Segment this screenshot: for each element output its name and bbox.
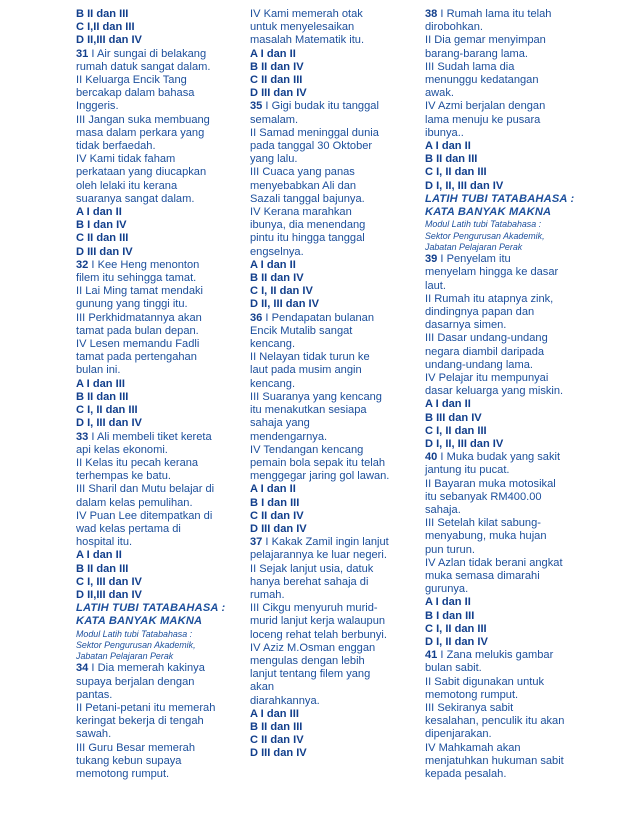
source-note: Sektor Pengurusan Akademik,: [425, 230, 545, 241]
answer-option: C I,II dan III: [76, 21, 135, 34]
answer-option: A I dan II: [425, 140, 471, 153]
text-line: menyabung, muka hujan: [425, 530, 547, 543]
text-line: kencang.: [250, 338, 296, 351]
answer-option: D II,III dan IV: [76, 34, 142, 47]
answer-option: A I dan II: [250, 258, 296, 271]
answer-option: B I dan IV: [76, 219, 127, 232]
answer-option: D I, II, III dan IV: [425, 437, 504, 450]
question-text: I Kee Heng menonton: [88, 258, 200, 271]
text-line: filem itu sehingga tamat.: [76, 272, 197, 285]
text-line: keringat bekerja di tengah: [76, 715, 204, 728]
answer-option: D I, II dan IV: [425, 636, 488, 649]
text-line: III Setelah kilat sabung-: [425, 517, 541, 530]
text-line: Sazali tanggal bajunya.: [250, 192, 365, 205]
text-line: lama menuju ke pusara: [425, 113, 541, 126]
text-line: IV Kami memerah otak: [250, 8, 363, 20]
text-line: tukang kebun supaya: [76, 754, 182, 767]
answer-option: C I, II dan III: [425, 424, 487, 437]
answer-option: D III dan IV: [76, 245, 133, 258]
source-note: Jabatan Pelajaran Perak: [425, 241, 523, 252]
question-line: [425, 649, 571, 662]
text-line: IV Pelajar itu mempunyai: [425, 371, 549, 384]
text-line: Encik Mutalib sangat: [250, 324, 353, 337]
answer-option: D II, III dan IV: [250, 298, 320, 311]
text-line: barang-barang lama.: [425, 47, 528, 60]
text-line: dalam kelas pemulihan.: [76, 496, 193, 509]
question-line: [250, 536, 402, 549]
answer-option: C I, II dan III: [425, 166, 487, 179]
answer-option: D III dan IV: [250, 522, 307, 535]
text-line: pada tanggal 30 Oktober: [250, 140, 373, 153]
text-line: tamat pada pertengahan: [76, 351, 197, 364]
question-line: [76, 431, 230, 444]
text-line: II Rumah itu atapnya zink,: [425, 292, 554, 305]
question-text: I Muka budak yang sakit: [437, 451, 561, 464]
text-line: engselnya.: [250, 245, 304, 258]
text-line: sawah.: [76, 728, 112, 741]
section-heading: KATA BANYAK MAKNA: [76, 615, 203, 628]
text-line: dasar keluarga yang miskin.: [425, 385, 564, 398]
text-line: bulan sabit.: [425, 662, 482, 675]
text-line: supaya berjalan dengan: [76, 675, 195, 688]
question-number: 39: [425, 253, 438, 266]
section-heading: LATIH TUBI TATABAHASA :: [425, 192, 575, 205]
text-line: sahaja yang: [250, 417, 310, 430]
text-line: III Cikgu menyuruh murid-: [250, 602, 378, 615]
answer-option: B II dan III: [76, 562, 129, 575]
text-line: itu menakutkan sesiapa: [250, 404, 367, 417]
text-line: laut pada musim angin: [250, 364, 362, 377]
text-line: hanya berehat sahaja di: [250, 575, 369, 588]
text-line: rumah.: [250, 588, 285, 601]
answer-option: A I dan II: [76, 206, 122, 219]
question-number: 31: [76, 47, 89, 60]
answer-option: B II dan III: [76, 390, 129, 403]
text-line: dipenjarakan.: [425, 728, 492, 741]
text-column-2: [250, 8, 402, 761]
text-line: negara diambil daripada: [425, 345, 545, 358]
text-line: pun turun.: [425, 543, 475, 556]
text-line: IV Aziz M.Osman enggan: [250, 641, 376, 654]
question-number: 33: [76, 430, 89, 443]
text-column-1: [76, 8, 230, 781]
text-line: perkataan yang diucapkan: [76, 166, 207, 179]
answer-option: A I dan III: [76, 377, 125, 390]
question-number: 36: [250, 311, 263, 324]
text-line: pantas.: [76, 688, 113, 701]
question-number: 37: [250, 536, 263, 549]
question-text: I Ali membeli tiket kereta: [88, 430, 212, 443]
text-line: menjatuhkan hukuman sabit: [425, 754, 564, 767]
text-line: IV Kami tidak faham: [76, 153, 176, 166]
text-line: III Sharil dan Mutu belajar di: [76, 483, 215, 496]
question-number: 41: [425, 649, 438, 662]
text-line: II Bayaran muka motosikal: [425, 477, 556, 490]
answer-option: B II dan III: [425, 153, 478, 166]
text-line: memotong rumput.: [425, 688, 519, 701]
answer-option: D I, III dan IV: [76, 417, 142, 430]
text-line: II Keluarga Encik Tang: [76, 74, 187, 87]
answer-option: C II dan IV: [250, 509, 304, 522]
question-number: 38: [425, 8, 438, 20]
text-line: III Dasar undang-undang: [425, 332, 548, 345]
answer-option: D III dan IV: [250, 747, 307, 760]
text-line: pemain bola sepak itu telah: [250, 456, 386, 469]
text-line: mengulas dengan lebih: [250, 654, 365, 667]
question-text: I Rumah lama itu telah: [437, 8, 552, 20]
answer-option: C I, III dan IV: [76, 575, 142, 588]
text-line: itu sebanyak RM400.00: [425, 490, 542, 503]
answer-option: D I, II, III dan IV: [425, 179, 504, 192]
question-text: I Zana melukis gambar: [437, 649, 554, 662]
answer-option: B II dan IV: [250, 272, 304, 285]
answer-option: A I dan II: [76, 549, 122, 562]
text-line: III Suaranya yang kencang: [250, 390, 382, 403]
question-text: I Pendapatan bulanan: [262, 311, 374, 324]
question-line: [76, 662, 230, 675]
text-line: kencang.: [250, 377, 296, 390]
answer-option: A I dan II: [425, 596, 471, 609]
answer-option: B II dan III: [76, 8, 129, 20]
source-note: Sektor Pengurusan Akademik,: [76, 639, 196, 650]
text-line: terhempas ke batu.: [76, 470, 171, 483]
answer-option: C I, II dan III: [76, 404, 138, 417]
text-line: menunggu kedatangan: [425, 74, 539, 87]
text-line: IV Mahkamah akan: [425, 741, 521, 754]
text-line: tidak berfaedah.: [76, 140, 156, 153]
text-line: laut.: [425, 279, 446, 292]
answer-option: C I, II dan IV: [250, 285, 313, 298]
question-line: [425, 253, 571, 266]
question-text: I Kakak Zamil ingin lanjut: [262, 536, 389, 549]
answer-option: B I dan III: [250, 496, 300, 509]
text-line: II Lai Ming tamat mendaki: [76, 285, 204, 298]
text-line: undang-undang lama.: [425, 358, 533, 371]
text-line: bercakap dalam bahasa: [76, 87, 195, 100]
text-line: II Sabit digunakan untuk: [425, 675, 545, 688]
text-line: menggegar jaring gol lawan.: [250, 470, 390, 483]
question-text: I Dia memerah kakinya: [88, 662, 205, 675]
text-line: dindingnya papan dan: [425, 305, 535, 318]
question-number: 40: [425, 451, 438, 464]
text-line: IV Kerana marahkan: [250, 206, 352, 219]
text-line: yang lalu.: [250, 153, 298, 166]
text-line: III Cuaca yang panas: [250, 166, 355, 179]
text-line: kesalahan, penculik itu akan: [425, 715, 565, 728]
text-line: api kelas ekonomi.: [76, 443, 168, 456]
text-line: II Kelas itu pecah kerana: [76, 456, 199, 469]
text-line: ibunya, dia menendang: [250, 219, 366, 232]
text-line: IV Azmi berjalan dengan: [425, 100, 546, 113]
question-text: I Air sungai di belakang: [88, 47, 207, 60]
section-heading: KATA BANYAK MAKNA: [425, 206, 552, 219]
text-line: IV Azlan tidak berani angkat: [425, 556, 563, 569]
text-line: untuk menyelesaikan: [250, 21, 355, 34]
text-line: IV Tendangan kencang: [250, 443, 364, 456]
text-line: Inggeris.: [76, 100, 119, 113]
text-line: loceng rehat telah berbunyi.: [250, 628, 387, 641]
answer-option: A I dan II: [250, 483, 296, 496]
answer-option: D III dan IV: [250, 87, 307, 100]
text-line: dirobohkan.: [425, 21, 483, 34]
question-number: 32: [76, 258, 89, 271]
text-line: masalah Matematik itu.: [250, 34, 365, 47]
answer-option: D II,III dan IV: [76, 588, 142, 601]
answer-option: C I, II dan III: [425, 622, 487, 635]
text-line: ibunya..: [425, 126, 464, 139]
question-number: 35: [250, 100, 263, 113]
question-line: [250, 100, 402, 113]
text-line: menyebabkan Ali dan: [250, 179, 357, 192]
question-text: I Penyelam itu: [437, 253, 511, 266]
text-line: III Sekiranya sabit: [425, 702, 514, 715]
text-line: II Petani-petani itu memerah: [76, 702, 216, 715]
text-line: rumah datuk sangat dalam.: [76, 60, 211, 73]
question-line: [425, 451, 571, 464]
answer-option: A I dan II: [425, 398, 471, 411]
text-line: kepada pesalah.: [425, 768, 507, 781]
text-line: II Sejak lanjut usia, datuk: [250, 562, 374, 575]
text-line: gunung yang tinggi itu.: [76, 298, 188, 311]
text-line: menyelam hingga ke dasar: [425, 266, 559, 279]
answer-option: C II dan III: [250, 74, 303, 87]
text-line: IV Puan Lee ditempatkan di: [76, 509, 213, 522]
text-line: lanjut tentang filem yang: [250, 668, 371, 681]
question-line: [425, 8, 571, 21]
text-line: hospital itu.: [76, 536, 133, 549]
text-line: semalam.: [250, 113, 299, 126]
text-line: mendengarnya.: [250, 430, 328, 443]
text-line: muka semasa dimarahi: [425, 570, 540, 583]
text-line: III Perkhidmatannya akan: [76, 311, 202, 324]
answer-option: C II dan IV: [250, 734, 304, 747]
question-number: 34: [76, 662, 89, 675]
text-line: jantung itu pucat.: [425, 464, 510, 477]
answer-option: A I dan II: [250, 47, 296, 60]
answer-option: B II dan IV: [250, 60, 304, 73]
text-line: II Dia gemar menyimpan: [425, 34, 546, 47]
answer-option: B III dan IV: [425, 411, 482, 424]
text-line: III Jangan suka membuang: [76, 113, 210, 126]
text-column-3: [425, 8, 575, 781]
text-line: dasarnya simen.: [425, 319, 507, 332]
question-line: [250, 312, 402, 325]
text-line: bulan ini.: [76, 364, 121, 377]
question-text: I Gigi budak itu tanggal: [262, 100, 379, 113]
text-line: II Nelayan tidak turun ke: [250, 351, 370, 364]
answer-option: C II dan III: [76, 232, 129, 245]
text-line: pintu itu hingga tanggal: [250, 232, 365, 245]
text-line: diarahkannya.: [250, 694, 320, 707]
text-line: IV Lesen memandu Fadli: [76, 338, 200, 351]
text-line: memotong rumput.: [76, 768, 170, 781]
text-line: wad kelas pertama di: [76, 522, 181, 535]
text-line: gurunya.: [425, 583, 469, 596]
text-line: pelajarannya ke luar negeri.: [250, 549, 387, 562]
text-line: murid lanjut kerja walaupun: [250, 615, 386, 628]
text-line: suaranya sangat dalam.: [76, 192, 195, 205]
question-line: [76, 259, 230, 272]
answer-option: B I dan III: [425, 609, 475, 622]
text-line: akan: [250, 681, 275, 694]
text-line: tamat pada bulan depan.: [76, 324, 199, 337]
answer-option: B II dan III: [250, 720, 303, 733]
answer-option: A I dan III: [250, 707, 299, 720]
text-line: II Samad meninggal dunia: [250, 126, 379, 139]
text-line: III Guru Besar memerah: [76, 741, 195, 754]
source-note: Modul Latih tubi Tatabahasa :: [425, 219, 542, 230]
text-line: awak.: [425, 87, 454, 100]
question-line: [76, 48, 230, 61]
text-line: oleh lelaki itu kerana: [76, 179, 178, 192]
source-note: Jabatan Pelajaran Perak: [76, 651, 174, 662]
text-line: III Sudah lama dia: [425, 60, 515, 73]
text-line: masa dalam perkara yang: [76, 126, 205, 139]
source-note: Modul Latih tubi Tatabahasa :: [76, 628, 193, 639]
text-line: sahaja.: [425, 504, 461, 516]
section-heading: LATIH TUBI TATABAHASA :: [76, 602, 226, 615]
